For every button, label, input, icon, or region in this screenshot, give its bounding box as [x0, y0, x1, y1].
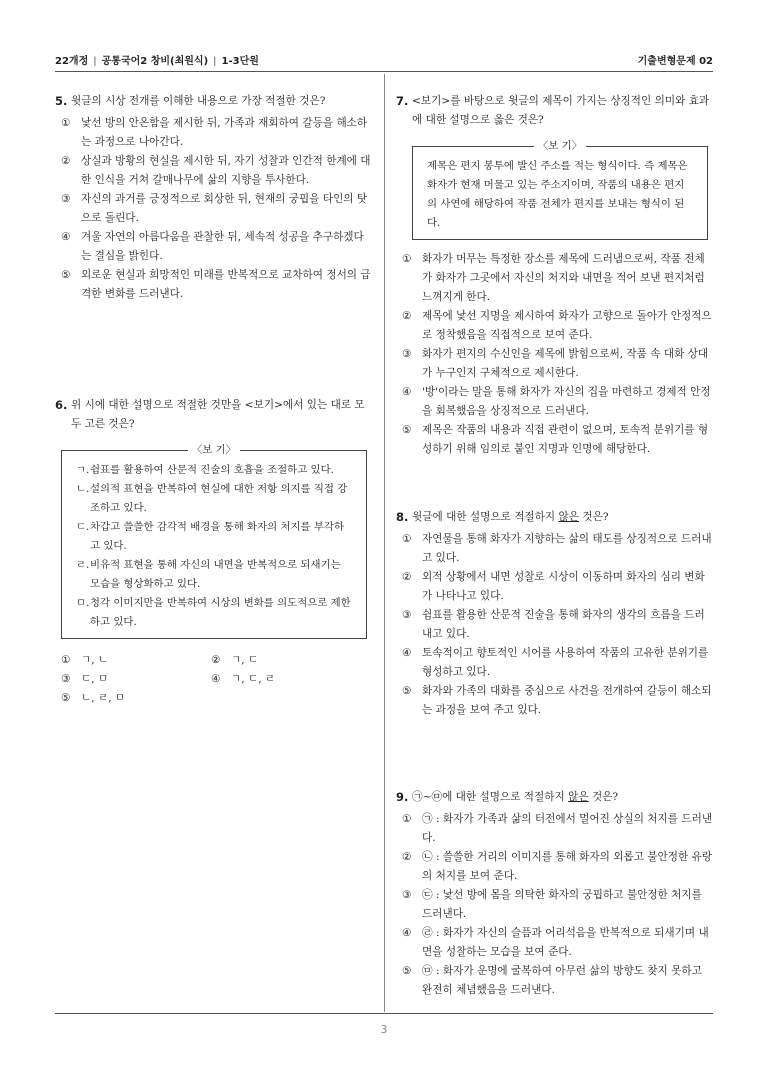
- option-mark: ②: [61, 155, 71, 167]
- question-8: [396, 508, 714, 720]
- answer-option-1[interactable]: [61, 114, 373, 152]
- answer-option-3[interactable]: ③ ㄷ, ㅁ: [61, 673, 109, 685]
- answer-option-4[interactable]: [61, 228, 373, 266]
- bogi-item: ㄷ. 차갑고 쓸쓸한 감각적 배경을 통해 화자의 처지를 부각하고 있다.: [76, 521, 344, 552]
- header-left: [55, 52, 259, 67]
- answer-option-1[interactable]: ① 화자가 머무는 특정한 장소를 제목에 드러냄으로써, 작품 전체가 화자가 그곳에서 자신의 처지와 내면을 적어 보낸 편지처럼 느껴지게 한다.: [402, 253, 705, 303]
- question-text: 위 시에 대한 설명으로 적절한 것만을 <보기>에서 있는 대로 모두 고른 것은?: [71, 399, 365, 430]
- question-number: 5.: [55, 94, 68, 108]
- header-right-title: 기출변형문제 02: [637, 56, 713, 67]
- answer-option-3[interactable]: ③ 쉼표를 활용한 산문적 진술을 통해 화자의 생각의 흐름을 드러내고 있다.: [402, 609, 705, 640]
- answer-option-2[interactable]: ② ㉡ : 쓸쓸한 거리의 이미지를 통해 화자의 외롭고 불안정한 유랑의 처지를 보여 준다.: [402, 851, 713, 882]
- answer-option-1[interactable]: ① ㄱ, ㄴ: [61, 654, 109, 666]
- bogi-item: ㅁ. 청각 이미지만을 반복하여 시상의 변화를 의도적으로 제한하고 있다.: [76, 597, 351, 628]
- question-emphasis: 않은: [568, 791, 589, 803]
- option-text: 외로운 현실과 희망적인 미래를 반복적으로 교차하여 정서의 급격한 변화를 드러낸다.: [81, 269, 371, 300]
- bogi-text: 제목은 편지 봉투에 발신 주소를 적는 형식이다. 즉 제목은 화자가 현재 머물고 있는 주소지이며, 작품의 내용은 편지의 사연에 해당하여 작품 전체가 편지를 보내는 형식이 된다.: [427, 160, 688, 229]
- header-separator: |: [93, 56, 97, 67]
- answer-options: [396, 810, 714, 1000]
- bogi-item: ㄱ. 쉼표를 활용하여 산문적 진술의 호흡을 조절하고 있다.: [76, 464, 334, 476]
- header-separator: |: [213, 56, 217, 67]
- question-text-end: 것은?: [578, 511, 609, 523]
- answer-option-3[interactable]: [61, 190, 373, 228]
- answer-option-5[interactable]: [61, 266, 373, 304]
- header-rule: [55, 71, 713, 72]
- option-mark: ①: [61, 117, 71, 129]
- question-text: <보기>를 바탕으로 윗글의 제목이 가지는 상징적인 의미와 효과에 대한 설명으로 옳은 것은?: [412, 95, 710, 126]
- answer-options: [396, 250, 714, 459]
- question-emphasis: 않은: [558, 511, 579, 523]
- bogi-box: [61, 444, 367, 639]
- answer-options: [55, 651, 373, 708]
- option-mark: ④: [61, 231, 71, 243]
- page-number: 3: [380, 1023, 388, 1036]
- question-stem: [55, 92, 373, 111]
- question-text: 윗글의 시상 전개를 이해한 내용으로 가장 적절한 것은?: [71, 95, 326, 107]
- answer-options: [55, 114, 373, 304]
- question-number: 7.: [396, 94, 409, 108]
- answer-options: [396, 530, 714, 720]
- column-divider: [384, 74, 385, 1012]
- answer-option-4[interactable]: ④ ㄱ, ㄷ, ㄹ: [211, 673, 276, 685]
- question-text: ㉠~㉤에 대한 설명으로 적절하지: [412, 791, 569, 803]
- answer-option-2[interactable]: ② 제목에 낯선 지명을 제시하여 화자가 고향으로 돌아가 안정적으로 정착했음을 직접적으로 보여 준다.: [402, 310, 712, 341]
- answer-option-2[interactable]: ② 외적 상황에서 내면 성찰로 시상이 이동하며 화자의 심리 변화가 나타나고 있다.: [402, 571, 705, 602]
- page-header: [55, 52, 713, 67]
- answer-option-4[interactable]: ④ '방'이라는 말을 통해 화자가 자신의 집을 마련하고 경제적 안정을 회복했음을 상징적으로 드러낸다.: [402, 386, 711, 417]
- option-mark: ⑤: [61, 269, 71, 281]
- option-text: 자신의 과거를 긍정적으로 회상한 뒤, 현재의 궁핍을 타인의 탓으로 돌린다.: [81, 193, 368, 224]
- bogi-title: 〈보 기〉: [62, 442, 366, 458]
- answer-option-3[interactable]: ③ ㉢ : 낯선 방에 몸을 의탁한 화자의 궁핍하고 불안정한 처지를 드러낸다.: [402, 889, 702, 920]
- footer-rule: [55, 1013, 713, 1014]
- question-9: [396, 788, 714, 1000]
- header-curriculum: 22개정: [55, 56, 89, 67]
- question-number: 6.: [55, 398, 68, 412]
- answer-option-4[interactable]: ④ ㉣ : 화자가 자신의 슬픔과 어리석음을 반복적으로 되새기며 내면을 성찰하는 모습을 보여 준다.: [402, 927, 709, 958]
- answer-option-5[interactable]: ⑤ 화자와 가족의 대화를 중심으로 사건을 전개하여 갈등이 해소되는 과정을 보여 주고 있다.: [402, 685, 712, 716]
- bogi-item: ㄹ. 비유적 표현을 통해 자신의 내면을 반복적으로 되새기는 모습을 형상화하고 있다.: [76, 559, 341, 590]
- bogi-title: 〈보 기〉: [413, 138, 707, 154]
- question-5: [55, 92, 373, 304]
- option-text: 낯선 방의 안온함을 제시한 뒤, 가족과 재회하여 갈등을 해소하는 과정으로 나아간다.: [81, 117, 368, 148]
- header-textbook: 공통국어2 창비(최원식): [101, 56, 209, 67]
- header-unit: 1-3단원: [221, 56, 259, 67]
- bogi-box: [412, 140, 708, 240]
- answer-option-4[interactable]: ④ 토속적이고 향토적인 시어를 사용하여 작품의 고유한 분위기를 형성하고 있다.: [402, 647, 709, 678]
- question-stem: [55, 396, 373, 434]
- bogi-item: ㄴ. 설의적 표현을 반복하여 현실에 대한 저항 의지를 직접 강조하고 있다.: [76, 483, 348, 514]
- question-stem: [396, 788, 714, 807]
- answer-option-1[interactable]: ① ㉠ : 화자가 가족과 삶의 터전에서 멀어진 상실의 처지를 드러낸다.: [402, 813, 713, 844]
- question-6: [55, 396, 373, 708]
- question-stem: [396, 508, 714, 527]
- option-mark: ③: [61, 193, 71, 205]
- answer-option-2[interactable]: [61, 152, 373, 190]
- answer-option-1[interactable]: ① 자연물을 통해 화자가 지향하는 삶의 태도를 상징적으로 드러내고 있다.: [402, 533, 712, 564]
- question-7: [396, 92, 714, 459]
- question-text: 윗글에 대한 설명으로 적절하지: [412, 511, 559, 523]
- answer-option-5[interactable]: ⑤ 제목은 작품의 내용과 직접 관련이 없으며, 토속적 분위기를 형성하기 위해 임의로 붙인 지명과 인명에 해당한다.: [402, 424, 709, 455]
- option-text: 상실과 방황의 현실을 제시한 뒤, 자기 성찰과 인간적 한계에 대한 인식을 거쳐 갈매나무에 삶의 지향을 투사한다.: [81, 155, 371, 186]
- question-text-end: 것은?: [588, 791, 619, 803]
- answer-option-5[interactable]: ⑤ ㉤ : 화자가 운명에 굴복하여 아무런 삶의 방향도 찾지 못하고 완전히 체념했음을 드러낸다.: [402, 965, 702, 996]
- answer-option-3[interactable]: ③ 화자가 편지의 수신인을 제목에 밝힘으로써, 작품 속 대화 상대가 누구인지 구체적으로 제시한다.: [402, 348, 709, 379]
- question-number: 9.: [396, 790, 409, 804]
- question-number: 8.: [396, 510, 409, 524]
- answer-option-5[interactable]: ⑤ ㄴ, ㄹ, ㅁ: [61, 692, 126, 704]
- question-stem: [396, 92, 714, 130]
- option-text: 겨울 자연의 아름다움을 관찰한 뒤, 세속적 성공을 추구하겠다는 결심을 밝힌다.: [81, 231, 364, 262]
- answer-option-2[interactable]: ② ㄱ, ㄷ: [211, 654, 259, 666]
